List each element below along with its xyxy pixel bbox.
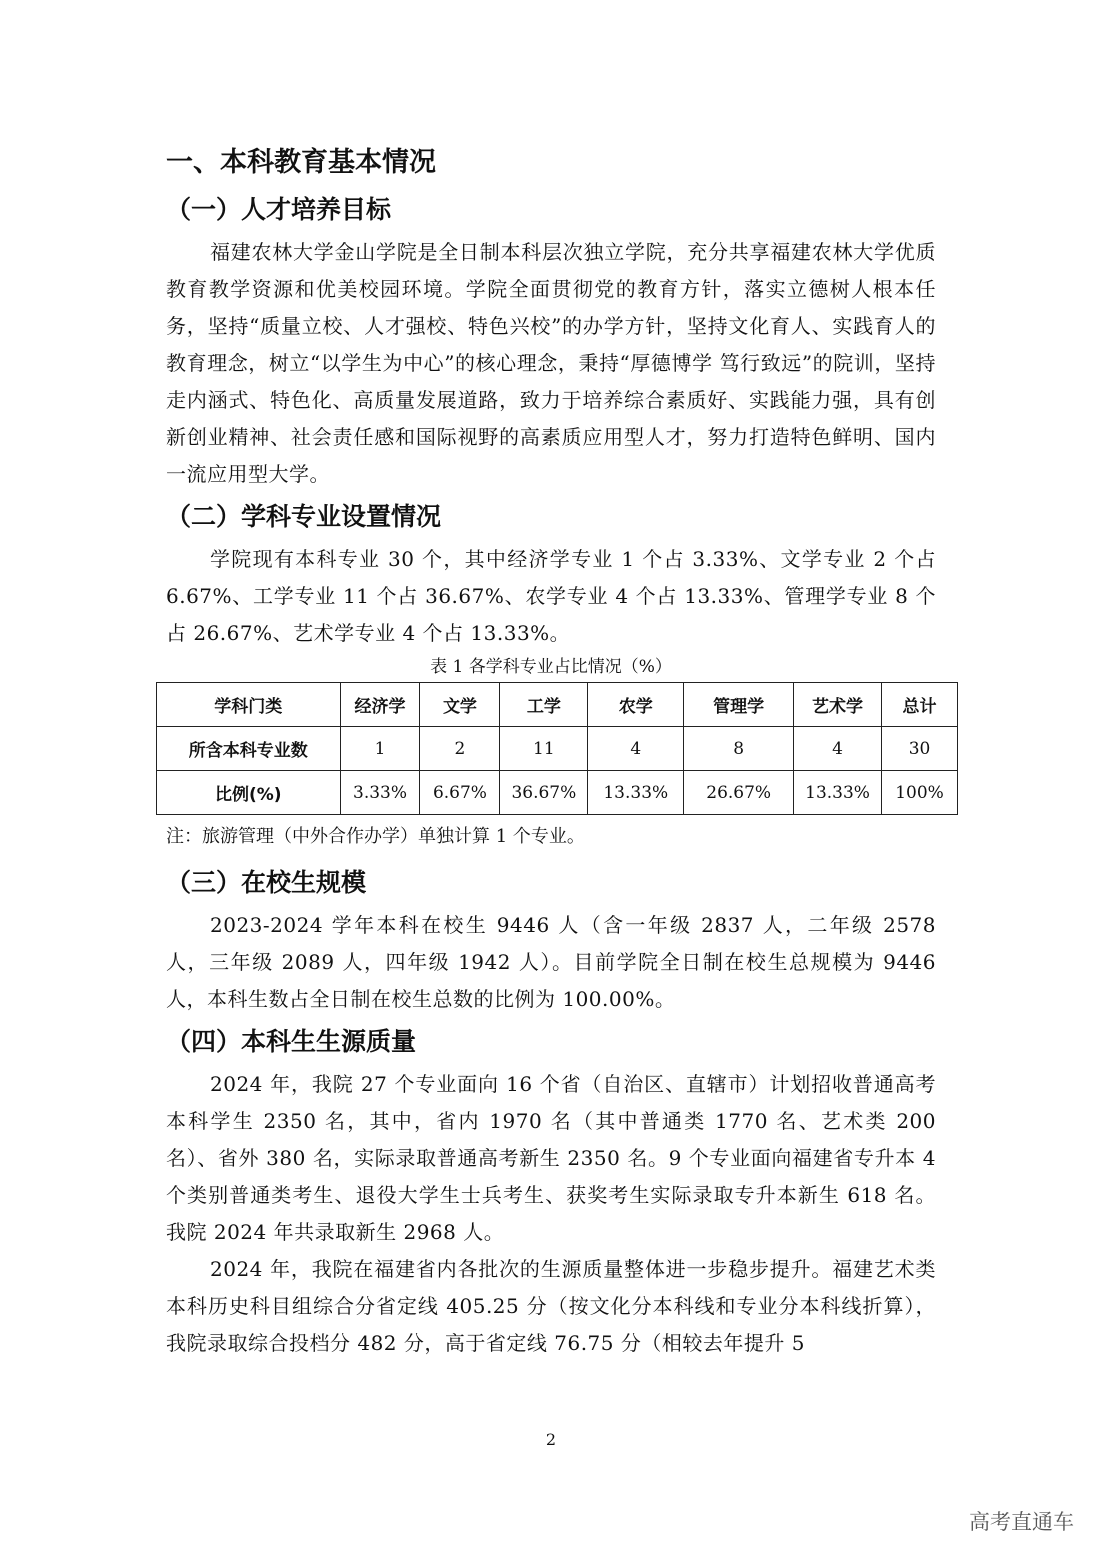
table-row xyxy=(157,771,958,815)
table-header-cell: 经济学 xyxy=(340,683,420,727)
table-caption: 表 1 各学科专业占比情况（%） xyxy=(430,657,672,677)
heading-training-goals: （一）人才培养目标 xyxy=(166,195,392,224)
table-note: 注：旅游管理（中外合作办学）单独计算 1 个专业。 xyxy=(166,826,585,847)
table-cell: 13.33% xyxy=(588,771,684,815)
table-cell: 1 xyxy=(340,727,420,771)
table-cell: 13.33% xyxy=(794,771,882,815)
table-header-cell: 文学 xyxy=(420,683,500,727)
table-cell: 3.33% xyxy=(340,771,420,815)
table-row xyxy=(157,727,958,771)
heading-student-quality: （四）本科生生源质量 xyxy=(166,1027,417,1056)
section-title: 一、本科教育基本情况 xyxy=(166,147,436,178)
paragraph-student-scale: 2023-2024 学年本科在校生 9446 人（含一年级 2837 人，二年级 2578 人，三年级 2089 人，四年级 1942 人）。目前学院全日制在校生总规模为 9446 人，本科生数占全日制在校生总数的比例为 100.00%。 xyxy=(166,913,936,1011)
table-cell: 4 xyxy=(794,727,882,771)
heading-discipline-setup: （二）学科专业设置情况 xyxy=(166,502,442,531)
table-header-cell: 农学 xyxy=(588,683,684,727)
paragraph-training-goals: 福建农林大学金山学院是全日制本科层次独立学院，充分共享福建农林大学优质教育教学资源和优美校园环境。学院全面贯彻党的教育方针，落实立德树人根本任务，坚持“质量立校、人才强校、特色兴校”的办学方针，坚持文化育人、实践育人的教育理念，树立“以学生为中心”的核心理念，秉持“厚德博学 笃行致远”的院训，坚持走内涵式、特色化、高质量发展道路，致力于培养综合素质好、实践能力强，具有创新创业精神、社会责任感和国际视野的高素质应用型人才，努力打造特色鲜明、国内一流应用型大学。 xyxy=(166,240,936,486)
table-cell: 4 xyxy=(588,727,684,771)
table-row-label: 所含本科专业数 xyxy=(157,727,341,771)
table-cell: 11 xyxy=(500,727,588,771)
paragraph-discipline-setup: 学院现有本科专业 30 个，其中经济学专业 1 个占 3.33%、文学专业 2 个占 6.67%、工学专业 11 个占 36.67%、农学专业 4 个占 13.33%、管理学专业 8 个占 26.67%、艺术学专业 4 个占 13.33%。 xyxy=(166,547,936,645)
table-header-cell: 工学 xyxy=(500,683,588,727)
table-header-cell: 学科门类 xyxy=(157,683,341,727)
table-cell: 100% xyxy=(882,771,958,815)
table-cell: 36.67% xyxy=(500,771,588,815)
paragraph-student-quality-1: 2024 年，我院 27 个专业面向 16 个省（自治区、直辖市）计划招收普通高考本科学生 2350 名，其中，省内 1970 名（其中普通类 1770 名、艺术类 200 名）、省外 380 名，实际录取普通高考新生 2350 名。9 个专业面向福建省专升本 4 个类别普通类考生、退役大学生士兵考生、获奖考生实际录取专升本新生 618 名。我院 2024 年共录取新生 2968 人。 xyxy=(166,1072,936,1244)
document-page xyxy=(166,140,944,1362)
table-cell: 8 xyxy=(684,727,794,771)
table-header-cell: 艺术学 xyxy=(794,683,882,727)
paragraph-student-quality-2: 2024 年，我院在福建省内各批次的生源质量整体进一步稳步提升。福建艺术类本科历史科目组综合分省定线 405.25 分（按文化分本科线和专业分本科线折算），我院录取综合投档分 482 分，高于省定线 76.75 分（相较去年提升 5 xyxy=(166,1257,936,1355)
table-row-label: 比例(%) xyxy=(157,771,341,815)
table-cell: 6.67% xyxy=(420,771,500,815)
watermark: 高考直通车 xyxy=(969,1510,1074,1534)
table-cell: 30 xyxy=(882,727,958,771)
table-cell: 26.67% xyxy=(684,771,794,815)
heading-student-scale: （三）在校生规模 xyxy=(166,868,367,897)
discipline-table xyxy=(156,682,958,815)
table-cell: 2 xyxy=(420,727,500,771)
table-header-row xyxy=(157,683,958,727)
table-header-cell: 总计 xyxy=(882,683,958,727)
page-number: 2 xyxy=(545,1430,557,1449)
table-header-cell: 管理学 xyxy=(684,683,794,727)
